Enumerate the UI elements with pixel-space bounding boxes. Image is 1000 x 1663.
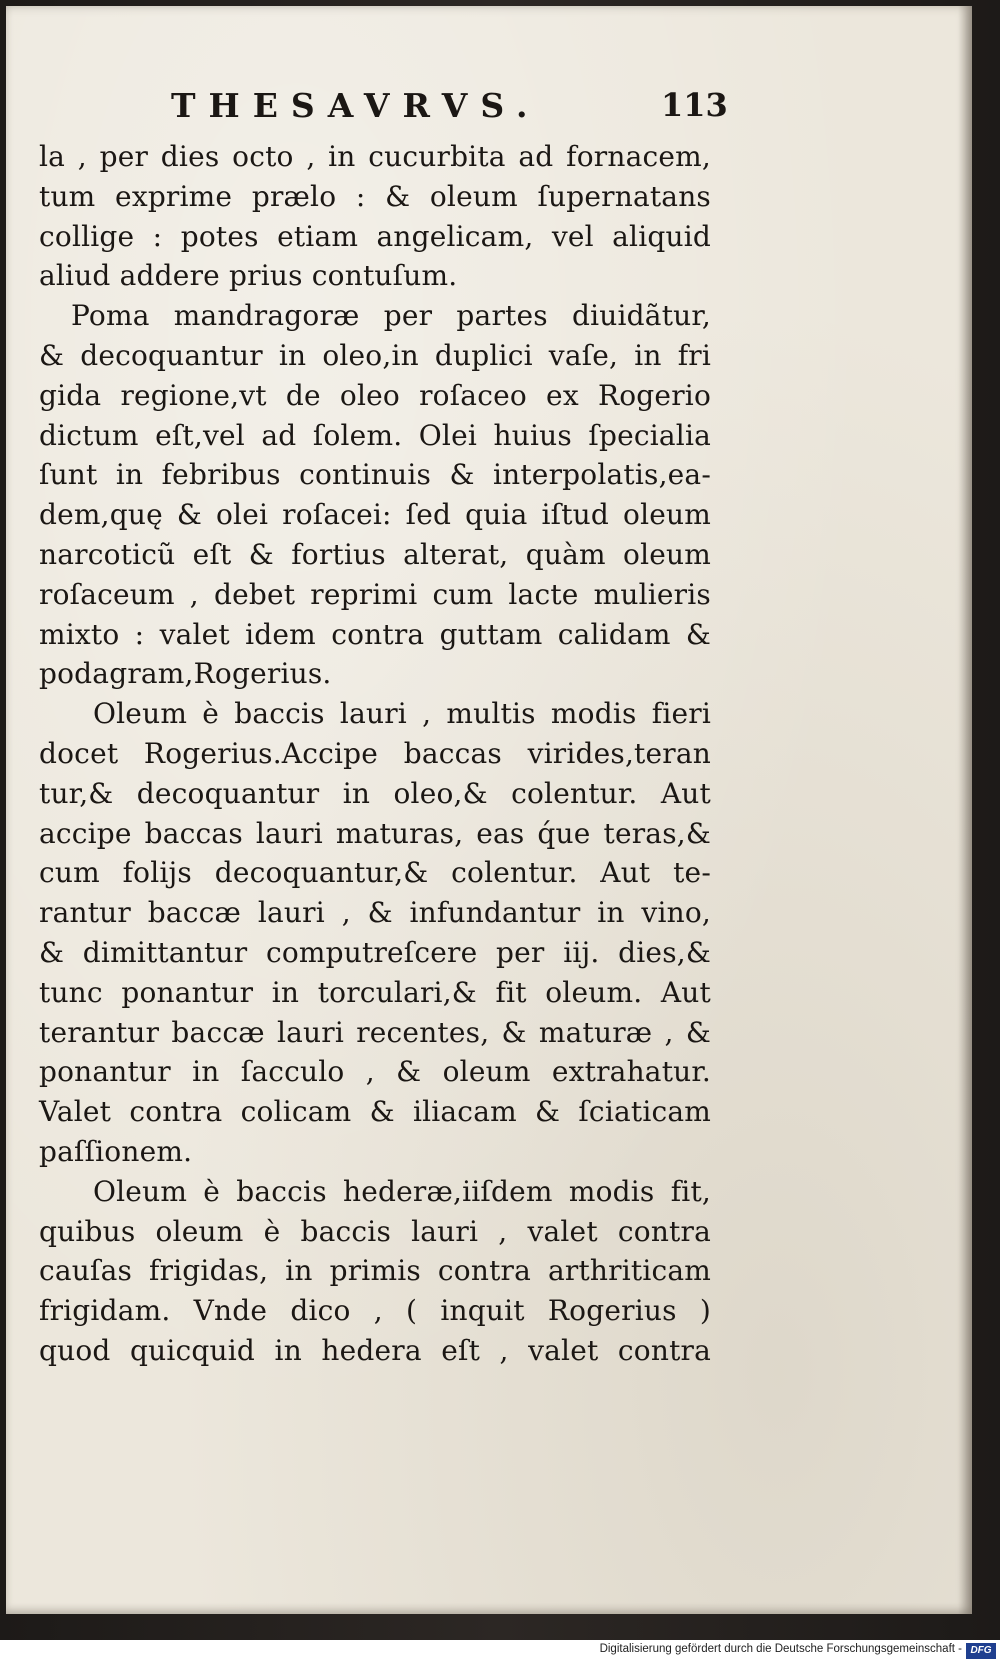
text-line: Valet contra colicam & iliacam & ſciaticam [39,1095,711,1129]
text-line: mixto : valet idem contra guttam calidam & [39,617,711,651]
running-title: THESAVRVS. [171,86,541,125]
text-line: rantur baccæ lauri , & infundantur in vino, [39,896,711,930]
text-line: ſunt in febribus continuis & interpolatis,ea- [39,458,711,492]
text-line: roſaceum , debet reprimi cum lacte mulieris [39,577,711,611]
text-line: narcoticũ eſt & fortius alterat, quàm oleum [39,537,711,571]
text-line: paſſionem. [39,1134,193,1168]
text-line: la , per dies octo , in cucurbita ad fornacem, [39,140,711,173]
body-text [39,137,711,1371]
text-line: Poma mandragoræ per partes diuidãtur, [71,299,711,333]
digitization-footer [0,1640,1000,1663]
page-headline [6,86,972,132]
text-line: gida regione,vt de oleo roſaceo ex Rogerio [39,378,711,412]
text-line: tur,& decoquantur in oleo,& colentur. Aut [39,776,711,810]
text-line: Oleum è baccis lauri , multis modis fieri [93,697,711,731]
text-line: dem,quę & olei roſacei: ſed quia iſtud oleum [39,498,711,532]
text-line: & decoquantur in oleo,in duplici vaſe, in fri [39,338,711,372]
book-page [6,6,972,1614]
text-line: & dimittantur computreſcere per iij. dies,& [39,935,711,969]
text-line: podagram,Rogerius. [39,657,332,691]
text-line: cauſas frigidas, in primis contra arthriticam [39,1254,711,1288]
text-line: dictum eſt,vel ad ſolem. Olei huius ſpecialia [39,418,711,452]
text-line: tum exprime prælo : & oleum ſupernatans [39,179,711,213]
text-line: tunc ponantur in torculari,& fit oleum. Aut [39,975,711,1009]
text-line: aliud addere prius contuſum. [39,259,458,293]
text-line: collige : potes etiam angelicam, vel aliquid [39,219,711,253]
text-line: terantur baccæ lauri recentes, & maturæ , & [39,1015,711,1049]
page-edge-shadow [958,6,972,1614]
page-number: 113 [661,86,728,124]
text-line: docet Rogerius.Accipe baccas virides,teran [39,736,711,770]
text-line: ponantur in ſacculo , & oleum extrahatur. [39,1055,711,1089]
text-line: accipe baccas lauri maturas, eas q́ue teras,& [39,816,711,850]
funding-credit: Digitalisierung gefördert durch die Deutsche Forschungsgemeinschaft - [599,1643,962,1655]
text-line: quibus oleum è baccis lauri , valet contra [39,1214,711,1248]
dfg-logo-icon: DFG [966,1643,996,1659]
text-line: quod quicquid in hedera eſt , valet contra [39,1333,711,1367]
text-line: Oleum è baccis hederæ,iiſdem modis fit, [93,1174,711,1208]
text-line: frigidam. Vnde dico , ( inquit Rogerius ) [39,1294,711,1328]
text-line: cum folijs decoquantur,& colentur. Aut te- [39,856,711,890]
